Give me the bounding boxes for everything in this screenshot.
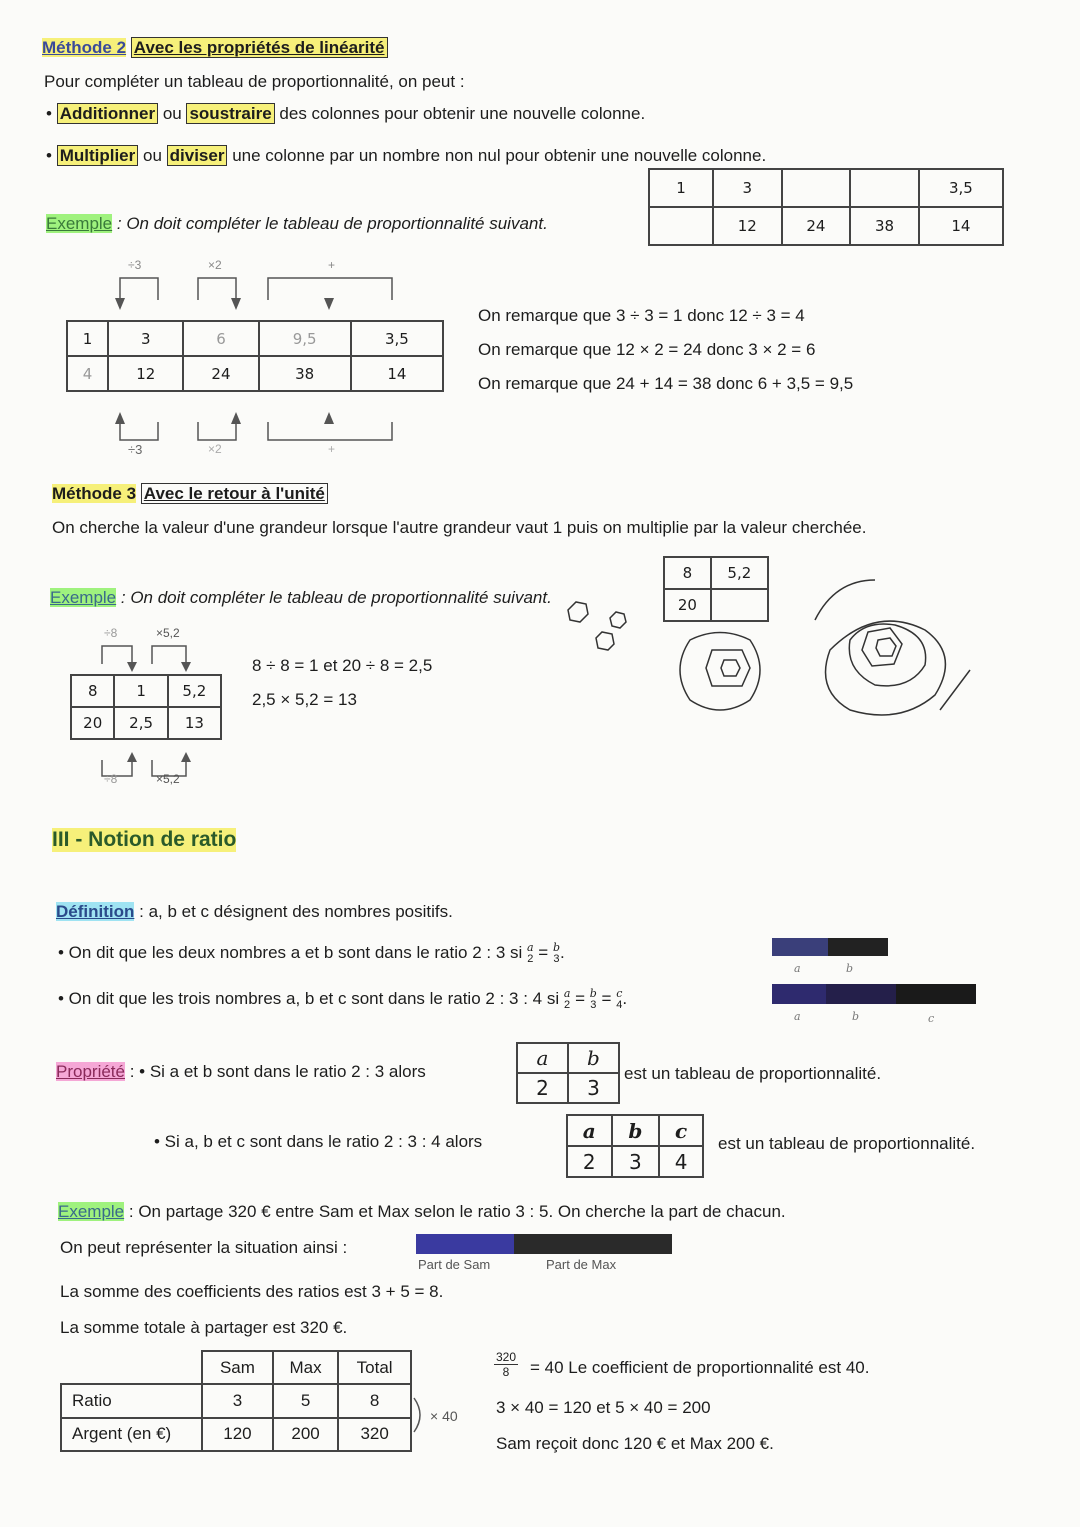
methode2-intro: Pour compléter un tableau de proportionnalité, on peut : [44,72,465,91]
cell: 1 [649,169,713,207]
bar-sam [416,1234,514,1254]
methode3-table-worked [70,674,222,740]
cell [711,589,768,621]
denominator: 2 [564,999,571,1011]
word-multiplier: Multiplier [57,145,139,166]
bar-c [896,984,976,1004]
denominator: 3 [590,999,597,1011]
cell: 38 [259,356,351,391]
definition-line [56,902,453,922]
cell: 320 [338,1418,411,1451]
ratio-example [58,1202,786,1222]
property-line-1 [56,1062,426,1082]
times-40-label: × 40 [430,1408,458,1424]
op-top-1: ÷8 [104,626,118,640]
label-part-sam: Part de Sam [418,1257,491,1272]
word-ou: ou [142,146,162,165]
methode3-intro: On cherche la valeur d'une grandeur lorsque l'autre grandeur vaut 1 puis on multiplie par la valeur cherchée. [52,518,867,537]
methode2-bullet-2: • Multiplier ou diviser une colonne par un nombre non nul pour obtenir une nouvelle colonne. [46,146,767,165]
row-label: Ratio [61,1384,202,1417]
fraction [616,988,622,1011]
example-text: : On doit compléter le tableau de proportionnalité suivant. [120,588,552,607]
methode3-number: Méthode 3 [52,484,137,503]
word-ou: ou [162,104,182,123]
methode2-number: Méthode 2 [42,38,127,57]
cell: 2 [567,1146,612,1177]
denominator: 4 [616,999,623,1011]
denominator: 2 [527,953,534,965]
label-part-max: Part de Max [546,1257,617,1272]
bar-b [826,984,896,1004]
example-text: : On partage 320 € entre Sam et Max selon le ratio 3 : 5. On cherche la part de chacun. [128,1202,786,1221]
op-bottom-3: + [328,442,336,456]
cell: 1 [67,321,108,356]
cell: a [567,1115,612,1146]
example-label: Exemple [50,588,117,607]
bar-label-c: c [928,1012,935,1025]
cell: 3,5 [351,321,443,356]
cell: 24 [782,207,851,245]
fraction-320-8 [494,1350,518,1379]
cell: 4 [659,1146,703,1177]
methode2-table-worked [66,320,444,392]
example-text: : On doit compléter le tableau de proportionnalité suivant. [116,214,548,233]
methode3-name: Avec le retour à l'unité [141,483,328,504]
cell: b [612,1115,660,1146]
definition-label: Définition [56,902,135,921]
property-end-1: est un tableau de proportionnalité. [624,1064,882,1083]
cell: 200 [273,1418,338,1451]
ratio-table [60,1350,412,1452]
numerator: 320 [496,1350,517,1364]
word-diviser: diviser [167,145,228,166]
op-top-2: ×5,2 [156,626,180,640]
header-cell: Total [338,1351,411,1384]
bullet-text: • On dit que les trois nombres a, b et c sont dans le ratio 2 : 3 : 4 si [58,988,560,1008]
cell: 12 [713,207,782,245]
cell: 13 [168,707,221,739]
bar-label-a: a [794,962,801,975]
representation-text: On peut représenter la situation ainsi : [60,1238,348,1257]
calculation-text: 3 × 40 = 120 et 5 × 40 = 200 [496,1398,711,1417]
cell: 2,5 [114,707,167,739]
op-bottom-1: ÷8 [104,772,118,786]
bar-label-a: a [794,1010,801,1023]
cell: 5 [273,1384,338,1417]
methode3-title [52,484,328,504]
property-label: Propriété [56,1062,125,1081]
property-end-2: est un tableau de proportionnalité. [718,1134,976,1153]
op-top-3: + [328,258,336,272]
cell: 4 [67,356,108,391]
example-label: Exemple [58,1202,125,1221]
numerator: a [527,941,534,954]
bullet-1-rest: des colonnes pour obtenir une nouvelle colonne. [279,104,646,123]
cell: 1 [114,675,167,707]
cell: 3 [108,321,183,356]
property-line-2: • Si a, b et c sont dans le ratio 2 : 3 : 4 alors [154,1132,483,1151]
bar-label-b: b [846,962,854,975]
op-bottom-1: ÷3 [128,442,143,457]
header-cell: Max [273,1351,338,1384]
methode3-example [50,588,552,608]
cell: a [517,1043,568,1073]
cell: 14 [919,207,1003,245]
remark-3: On remarque que 24 + 14 = 38 donc 6 + 3,5 = 9,5 [478,374,854,393]
bullet-2-rest: une colonne par un nombre non nul pour obtenir une nouvelle colonne. [232,146,767,165]
cell: 5,2 [168,675,221,707]
row-label: Argent (en €) [61,1418,202,1451]
property-table-1 [516,1042,620,1104]
definition-text: : a, b et c désignent des nombres positifs. [139,902,453,921]
property-text-1: : • Si a et b sont dans le ratio 2 : 3 alors [129,1062,426,1081]
numerator: b [589,987,597,1000]
cell: 6 [183,321,258,356]
bullet-text: • On dit que les deux nombres a et b sont dans le ratio 2 : 3 si [58,942,523,962]
bar-label-b: b [852,1010,860,1023]
sum-total: La somme totale à partager est 320 €. [60,1318,348,1337]
cell: 12 [108,356,183,391]
denominator: 8 [502,1365,510,1379]
bar-a [772,984,826,1004]
methode2-name: Avec les propriétés de linéarité [131,37,388,58]
calc-1: 8 ÷ 8 = 1 et 20 ÷ 8 = 2,5 [252,656,433,675]
cell: 120 [202,1418,273,1451]
cell: 2 [517,1073,568,1103]
header-cell: Sam [202,1351,273,1384]
word-additionner: Additionner [57,103,158,124]
fraction [527,942,534,965]
header-cell [61,1351,202,1384]
numerator: c [616,987,623,1000]
cell: 3 [202,1384,273,1417]
denominator: 3 [553,953,560,965]
cell: 8 [338,1384,411,1417]
coefficient-text: = 40 Le coefficient de proportionnalité est 40. [530,1358,870,1377]
op-top-1: ÷3 [128,258,142,272]
remark-2: On remarque que 12 × 2 = 24 donc 3 × 2 = 6 [478,340,816,359]
fraction [590,988,597,1011]
cell: 14 [351,356,443,391]
cell: 9,5 [259,321,351,356]
bar-a [772,938,828,956]
cell: c [659,1115,703,1146]
methode2-bullet-1: • Additionner ou soustraire des colonnes pour obtenir une nouvelle colonne. [46,104,646,123]
cell: 20 [664,589,711,621]
definition-bullet-1: • On dit que les deux nombres a et b sont dans le ratio 2 : 3 si a 2 = b 3. [58,941,565,965]
cell: 5,2 [711,557,768,589]
cell: 8 [71,675,114,707]
sum-coefficients: La somme des coefficients des ratios est 3 + 5 = 8. [60,1282,444,1301]
example-label: Exemple [46,214,113,233]
section-title-ratio: III - Notion de ratio [52,828,237,851]
cell: 3,5 [919,169,1003,207]
cell: 3 [713,169,782,207]
cell: 8 [664,557,711,589]
cell: 38 [850,207,919,245]
bar-b [828,938,888,956]
conclusion-text: Sam reçoit donc 120 € et Max 200 €. [496,1434,774,1453]
definition-bullet-2: • On dit que les trois nombres a, b et c sont dans le ratio 2 : 3 : 4 si a 2 = b 3 = c 4. [58,987,628,1011]
cell: 3 [568,1073,619,1103]
remark-1: On remarque que 3 ÷ 3 = 1 donc 12 ÷ 3 = 4 [478,306,805,325]
methode3-table-given [663,556,769,622]
word-soustraire: soustraire [186,103,274,124]
fraction [553,942,560,965]
cell: 24 [183,356,258,391]
property-table-2 [566,1114,704,1178]
op-bottom-2: ×5,2 [156,772,180,786]
numerator: b [552,941,560,954]
numerator: a [563,987,571,1000]
op-top-2: ×2 [208,258,222,272]
fraction [564,988,571,1011]
cell: 20 [71,707,114,739]
bar-max [514,1234,672,1254]
cell: 3 [612,1146,660,1177]
op-bottom-2: ×2 [208,442,222,456]
cell: b [568,1043,619,1073]
calc-2: 2,5 × 5,2 = 13 [252,690,357,709]
